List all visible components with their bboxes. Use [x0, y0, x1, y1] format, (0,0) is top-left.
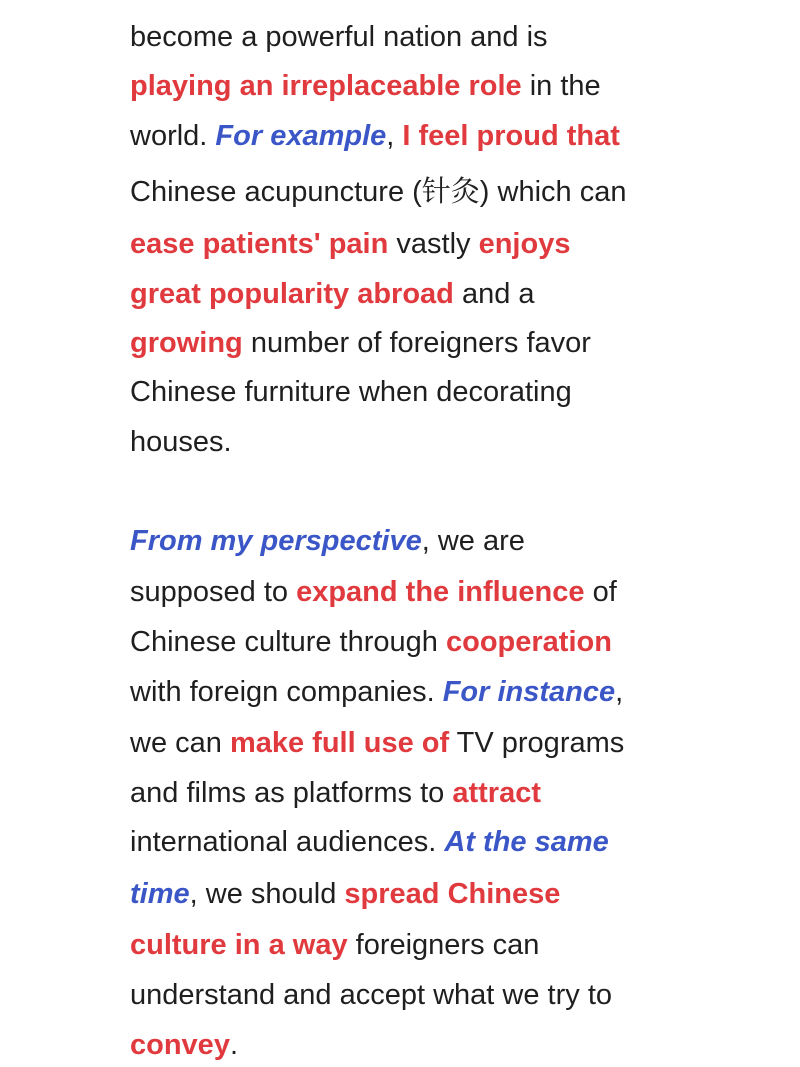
text-line	[130, 927, 539, 963]
highlighted-phrase: make full use of	[229, 727, 450, 759]
highlighted-phrase: ease patients' pain	[130, 228, 389, 260]
plain-text: ,	[615, 676, 624, 708]
text-line	[130, 523, 525, 559]
plain-text: vastly	[388, 228, 479, 260]
plain-text: houses.	[130, 426, 232, 458]
plain-text: TV programs	[449, 727, 625, 759]
highlighted-phrase: convey	[130, 1029, 230, 1061]
text-line	[130, 725, 624, 761]
plain-text: .	[229, 1029, 239, 1061]
text-line	[130, 374, 572, 410]
plain-text: supposed to	[130, 576, 297, 608]
highlighted-phrase: I feel proud that	[402, 120, 620, 152]
plain-text: of	[584, 576, 617, 608]
highlighted-phrase: great popularity abroad	[130, 278, 454, 310]
plain-text: and a	[453, 278, 535, 310]
highlighted-phrase: cooperation	[445, 626, 612, 658]
plain-text: , we are	[421, 525, 525, 557]
text-line	[130, 118, 620, 154]
plain-text: foreigners can	[347, 929, 540, 961]
text-line	[130, 226, 570, 262]
plain-text: international audiences.	[130, 826, 445, 858]
plain-text: with foreign companies.	[130, 676, 443, 708]
text-line	[130, 824, 609, 860]
plain-text: we can	[130, 727, 230, 759]
highlighted-phrase: culture in a way	[130, 929, 348, 961]
highlighted-phrase: spread Chinese	[344, 878, 561, 910]
text-line	[130, 174, 626, 210]
text-line	[130, 624, 612, 660]
highlighted-phrase: attract	[452, 777, 541, 809]
text-line	[130, 977, 612, 1013]
plain-text: in the	[521, 70, 601, 102]
text-line	[130, 276, 535, 312]
text-line	[130, 325, 591, 361]
text-line	[130, 68, 601, 104]
transition-phrase: For example	[215, 120, 387, 152]
highlighted-phrase: enjoys	[478, 228, 571, 260]
transition-phrase: At the same	[444, 826, 609, 858]
highlighted-phrase: expand the influence	[296, 576, 585, 608]
plain-text: and films as platforms to	[130, 777, 453, 809]
text-line	[130, 775, 541, 811]
text-line	[130, 1027, 238, 1063]
text-line	[130, 424, 232, 460]
plain-text: become a powerful nation and is	[130, 21, 548, 53]
transition-phrase: time	[130, 878, 190, 910]
transition-phrase: For instance	[442, 676, 616, 708]
highlighted-phrase: playing an irreplaceable role	[130, 70, 522, 102]
plain-text: Chinese culture through	[130, 626, 446, 658]
text-line	[130, 876, 560, 912]
plain-text: understand and accept what we try to	[130, 979, 613, 1011]
plain-text: world.	[130, 120, 216, 152]
plain-text: Chinese acupuncture (针灸) which can	[130, 176, 627, 208]
text-line	[130, 674, 623, 710]
text-line	[130, 574, 617, 610]
plain-text: number of foreigners favor	[242, 327, 591, 359]
transition-phrase: From my perspective	[130, 525, 422, 557]
highlighted-phrase: growing	[130, 327, 243, 359]
plain-text: ,	[386, 120, 403, 152]
plain-text: , we should	[189, 878, 345, 910]
plain-text: Chinese furniture when decorating	[130, 376, 572, 408]
text-line	[130, 19, 548, 55]
